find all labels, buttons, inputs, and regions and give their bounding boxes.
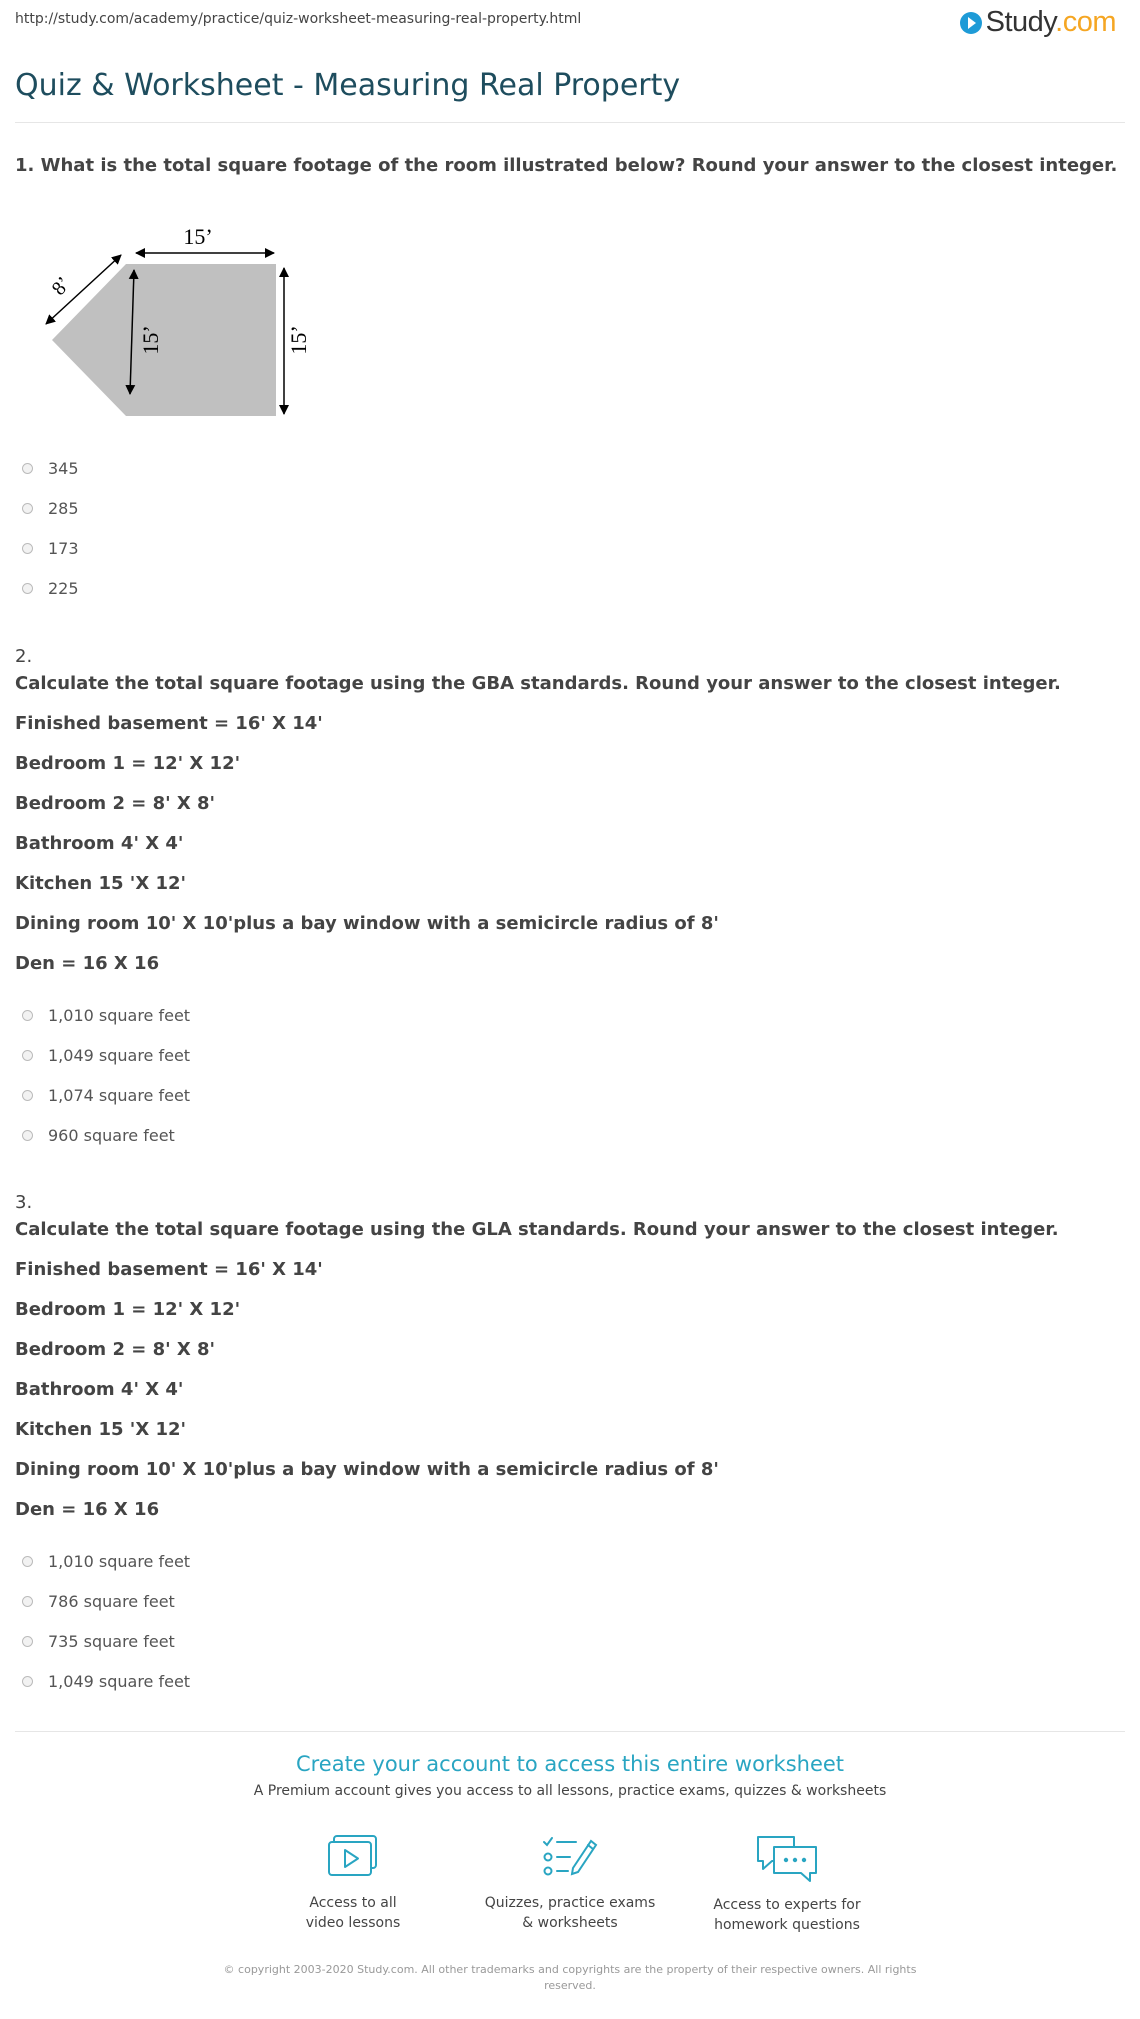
radio-button[interactable] xyxy=(22,1050,33,1061)
feature-experts xyxy=(677,1833,897,1935)
divider xyxy=(15,1731,1125,1732)
room-diagram xyxy=(38,218,328,418)
question-line: Bedroom 2 = 8' X 8' xyxy=(15,1339,216,1360)
top-dimension-label: 15’ xyxy=(183,224,213,249)
copyright: © copyright 2003-2020 Study.com. All other trademarks and copyrights are the property of their respective owners. All rights reserved. xyxy=(223,1963,917,1992)
answer-option[interactable]: 786 square feet xyxy=(22,1581,190,1621)
answer-option[interactable]: 225 xyxy=(22,568,79,608)
feature-text: Quizzes, practice exams & worksheets xyxy=(484,1895,656,1931)
logo-text: Study.com xyxy=(985,6,1116,38)
radio-button[interactable] xyxy=(22,1636,33,1647)
answer-option[interactable]: 1,049 square feet xyxy=(22,1035,190,1075)
answer-option[interactable]: 1,074 square feet xyxy=(22,1075,190,1115)
divider xyxy=(15,122,1125,123)
radio-button[interactable] xyxy=(22,583,33,594)
radio-button[interactable] xyxy=(22,1090,33,1101)
question-number: 2. xyxy=(15,646,33,667)
page-title: Quiz & Worksheet - Measuring Real Property xyxy=(15,68,681,103)
answer-option[interactable]: 960 square feet xyxy=(22,1115,190,1155)
question-line: Bedroom 1 = 12' X 12' xyxy=(15,1299,241,1320)
video-lesson-icon xyxy=(325,1833,381,1883)
question-line: Kitchen 15 'X 12' xyxy=(15,873,187,894)
feature-quizzes xyxy=(460,1833,680,1933)
radio-button[interactable] xyxy=(22,1130,33,1141)
feature-text: Access to all video lessons xyxy=(305,1895,401,1931)
page-url: http://study.com/academy/practice/quiz-worksheet-measuring-real-property.html xyxy=(15,11,582,27)
radio-button[interactable] xyxy=(22,1676,33,1687)
question-1-text: 1. What is the total square footage of the room illustrated below? Round your answer to the closest integer. xyxy=(15,155,1118,176)
radio-button[interactable] xyxy=(22,1596,33,1607)
question-line: Dining room 10' X 10'plus a bay window with a semicircle radius of 8' xyxy=(15,913,719,934)
study-logo[interactable] xyxy=(960,6,1116,39)
answer-option[interactable]: 1,049 square feet xyxy=(22,1661,190,1701)
right-height-label: 15’ xyxy=(286,325,311,355)
question-line: Kitchen 15 'X 12' xyxy=(15,1419,187,1440)
question-2-text: Calculate the total square footage using the GBA standards. Round your answer to the closest integer. xyxy=(15,673,1061,694)
expert-chat-icon xyxy=(754,1833,820,1885)
question-line: Bedroom 2 = 8' X 8' xyxy=(15,793,216,814)
question-line: Dining room 10' X 10'plus a bay window with a semicircle radius of 8' xyxy=(15,1459,719,1480)
question-1-options xyxy=(22,448,79,608)
answer-option[interactable]: 735 square feet xyxy=(22,1621,190,1661)
radio-button[interactable] xyxy=(22,503,33,514)
feature-text: Access to experts for homework questions xyxy=(713,1897,861,1933)
question-line: Bathroom 4' X 4' xyxy=(15,1379,184,1400)
question-line: Bathroom 4' X 4' xyxy=(15,833,184,854)
question-2 xyxy=(15,632,1061,986)
play-icon xyxy=(960,12,982,34)
answer-option[interactable]: 1,010 square feet xyxy=(22,1541,190,1581)
radio-button[interactable] xyxy=(22,1010,33,1021)
radio-button[interactable] xyxy=(22,463,33,474)
answer-option[interactable]: 173 xyxy=(22,528,79,568)
question-number: 3. xyxy=(15,1192,33,1213)
quiz-checklist-icon xyxy=(540,1833,600,1883)
radio-button[interactable] xyxy=(22,543,33,554)
question-line: Finished basement = 16' X 14' xyxy=(15,713,323,734)
answer-option[interactable]: 285 xyxy=(22,488,79,528)
question-line: Den = 16 X 16 xyxy=(15,953,160,974)
cta-subtitle: A Premium account gives you access to all lessons, practice exams, quizzes & worksheets xyxy=(253,1783,887,1799)
diagonal-dimension-label: 8’ xyxy=(47,272,76,300)
question-3-options xyxy=(22,1541,190,1701)
feature-video-lessons xyxy=(243,1833,463,1933)
question-line: Bedroom 1 = 12' X 12' xyxy=(15,753,241,774)
question-3-text: Calculate the total square footage using the GLA standards. Round your answer to the closest integer. xyxy=(15,1219,1059,1240)
radio-button[interactable] xyxy=(22,1556,33,1567)
inner-height-label: 15’ xyxy=(138,325,163,355)
question-line: Finished basement = 16' X 14' xyxy=(15,1259,323,1280)
answer-option[interactable]: 345 xyxy=(22,448,79,488)
question-2-options xyxy=(22,995,190,1155)
question-line: Den = 16 X 16 xyxy=(15,1499,160,1520)
question-3 xyxy=(15,1178,1059,1532)
answer-option[interactable]: 1,010 square feet xyxy=(22,995,190,1035)
cta-title[interactable]: Create your account to access this entire worksheet xyxy=(295,1752,845,1776)
